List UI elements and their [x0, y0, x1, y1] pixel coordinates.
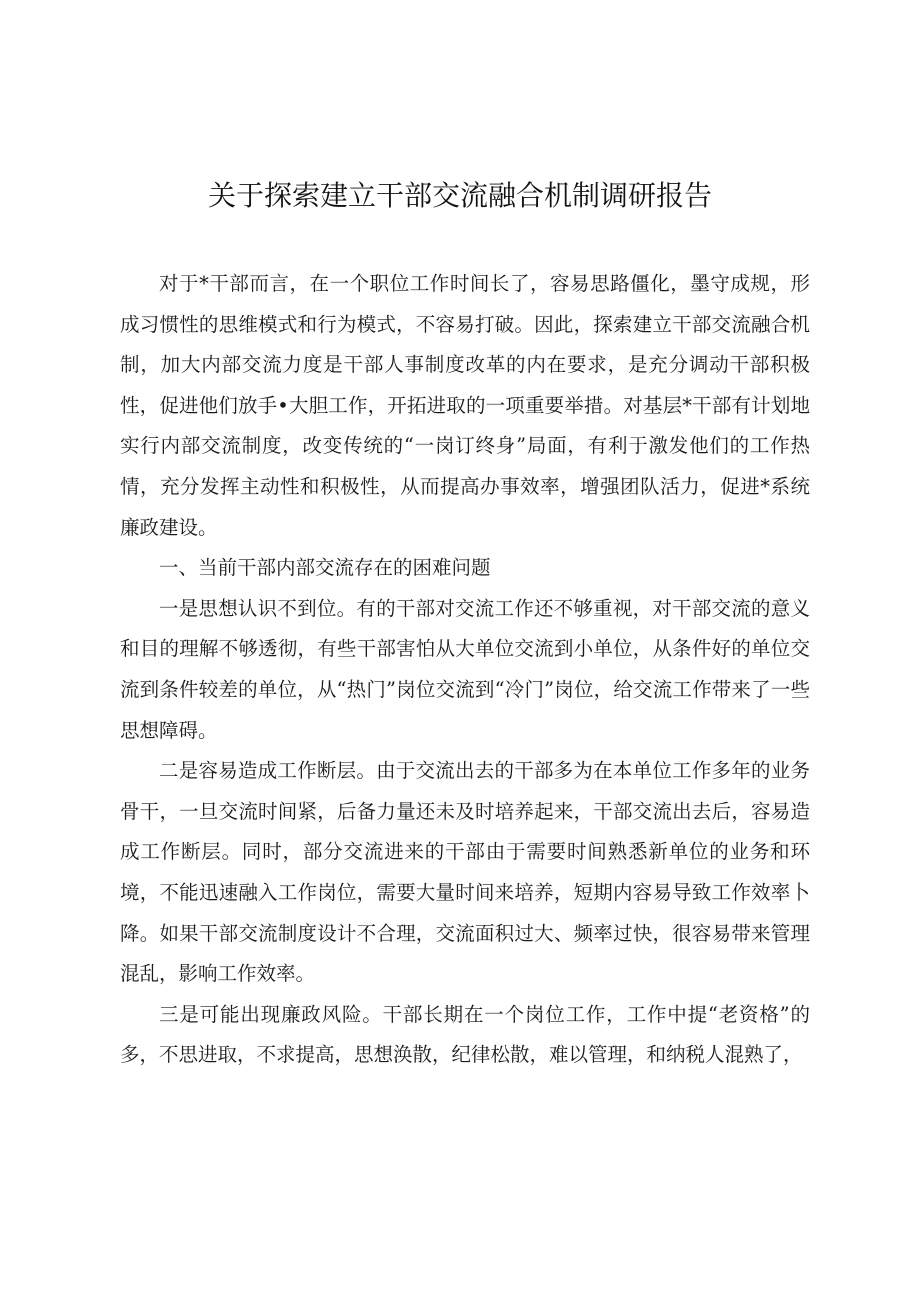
paragraph-point-1: 一是思想认识不到位。有的干部对交流工作还不够重视，对干部交流的意义和目的理解不够透彻，有些干部害怕从大单位交流到小单位，从条件好的单位交流到条件较差的单位，从“热门”岗位交流到“冷门”岗位，给交流工作带来了一些思想障碍。: [120, 596, 810, 742]
paragraph-point-3: 三是可能出现廉政风险。干部长期在一个岗位工作，工作中提“老资格”的多，不思进取，不求提高，思想涣散，纪律松散，难以管理，和纳税人混熟了，: [120, 1002, 810, 1067]
document-title: 关于探索建立干部交流融合机制调研报告: [207, 179, 712, 212]
document-body: [120, 264, 810, 1076]
section-heading-1: 一、当前干部内部交流存在的困难问题: [159, 556, 491, 580]
paragraph-point-2: 二是容易造成工作断层。由于交流出去的干部多为在本单位工作多年的业务骨干，一旦交流时间紧，后备力量还未及时培养起来，干部交流出去后，容易造成工作断层。同时，部分交流进来的干部由于需要时间熟悉新单位的业务和环境，不能迅速融入工作岗位，需要大量时间来培养，短期内容易导致工作效率卜降。如果干部交流制度设计不合理，交流面积过大、频率过快，很容易带来管理混乱，影响工作效率。: [120, 759, 810, 986]
paragraph-intro: 对于*干部而言，在一个职位工作时间长了，容易思路僵化，墨守成规，形成习惯性的思维模式和行为模式，不容易打破。因此，探索建立干部交流融合机制，加大内部交流力度是干部人事制度改革的内在要求，是充分调动干部积极性，促进他们放手•大胆工作，开拓进取的一项重要举措。对基层*干部有计划地实行内部交流制度，改变传统的“一岗订终身”局面，有利于激发他们的工作热情，充分发挥主动性和积极性，从而提高办事效率，增强团队活力，促进*系统廉政建设。: [120, 272, 810, 539]
